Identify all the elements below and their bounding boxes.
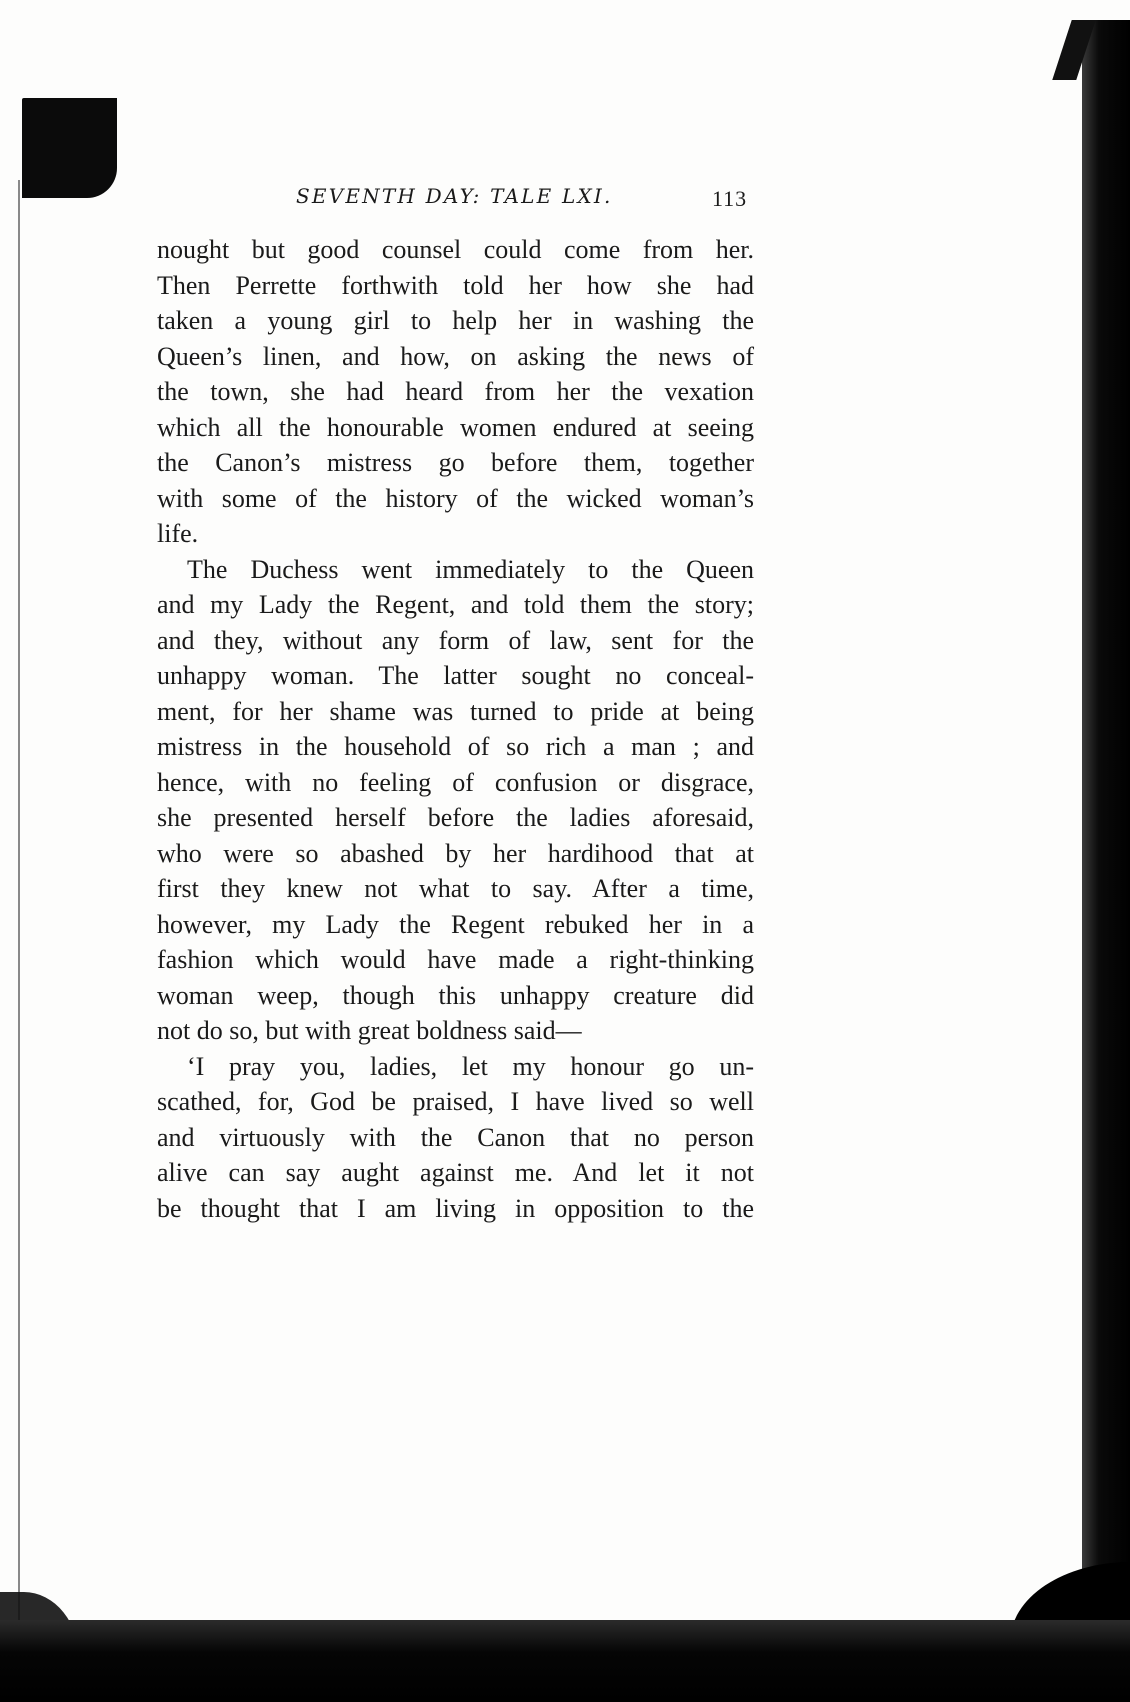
text-line: the Canon’s mistress go before them, together <box>157 448 754 477</box>
text-line: who were so abashed by her hardihood that at <box>157 838 754 868</box>
text-line: with some of the history of the wicked woman’s <box>157 483 754 513</box>
text-line: Then Perrette forthwith told her how she had <box>157 270 754 300</box>
text-line: Queen’s linen, and how, on asking the news of <box>157 341 754 371</box>
running-header: SEVENTH DAY: TALE LXI. <box>296 184 613 208</box>
text-line: taken a young girl to help her in washing the <box>157 306 754 335</box>
page-number: 113 <box>712 186 748 211</box>
text-line: fashion which would have made a right-thinking <box>157 945 754 974</box>
text-line: ment, for her shame was turned to pride at being <box>157 696 754 726</box>
text-line: and virtuously with the Canon that no person <box>157 1122 754 1152</box>
scan-edge-artifact-left <box>18 180 20 1650</box>
text-line: not do so, but with great boldness said— <box>157 1016 582 1045</box>
text-line: woman weep, though this unhappy creature did <box>157 980 754 1010</box>
scan-edge-artifact-top-left <box>22 98 117 198</box>
body-text <box>157 232 754 1226</box>
text-line: life. <box>157 519 199 548</box>
text-line: be thought that I am living in opposition to the <box>157 1193 754 1223</box>
text-line: hence, with no feeling of confusion or disgrace, <box>157 767 754 797</box>
text-line: she presented herself before the ladies aforesaid, <box>157 803 754 832</box>
text-line: mistress in the household of so rich a man ; and <box>157 732 754 761</box>
text-line: nought but good counsel could come from her. <box>157 235 754 264</box>
scan-edge-shadow-right <box>1082 20 1130 1702</box>
text-line: ‘I pray you, ladies, let my honour go un- <box>187 1051 754 1081</box>
text-line: first they knew not what to say. After a time, <box>157 874 754 903</box>
text-line: scathed, for, God be praised, I have lived so well <box>157 1087 754 1116</box>
text-line: unhappy woman. The latter sought no conceal- <box>157 661 754 690</box>
text-line: which all the honourable women endured at seeing <box>157 412 754 442</box>
text-line: the town, she had heard from her the vexation <box>157 377 754 406</box>
text-line: and my Lady the Regent, and told them the story; <box>157 590 754 619</box>
scan-edge-shadow-bottom <box>0 1620 1130 1702</box>
text-line: and they, without any form of law, sent for the <box>157 625 754 655</box>
text-line: however, my Lady the Regent rebuked her in a <box>157 909 754 939</box>
text-line: The Duchess went immediately to the Queen <box>187 554 754 584</box>
text-line: alive can say aught against me. And let it not <box>157 1158 754 1187</box>
